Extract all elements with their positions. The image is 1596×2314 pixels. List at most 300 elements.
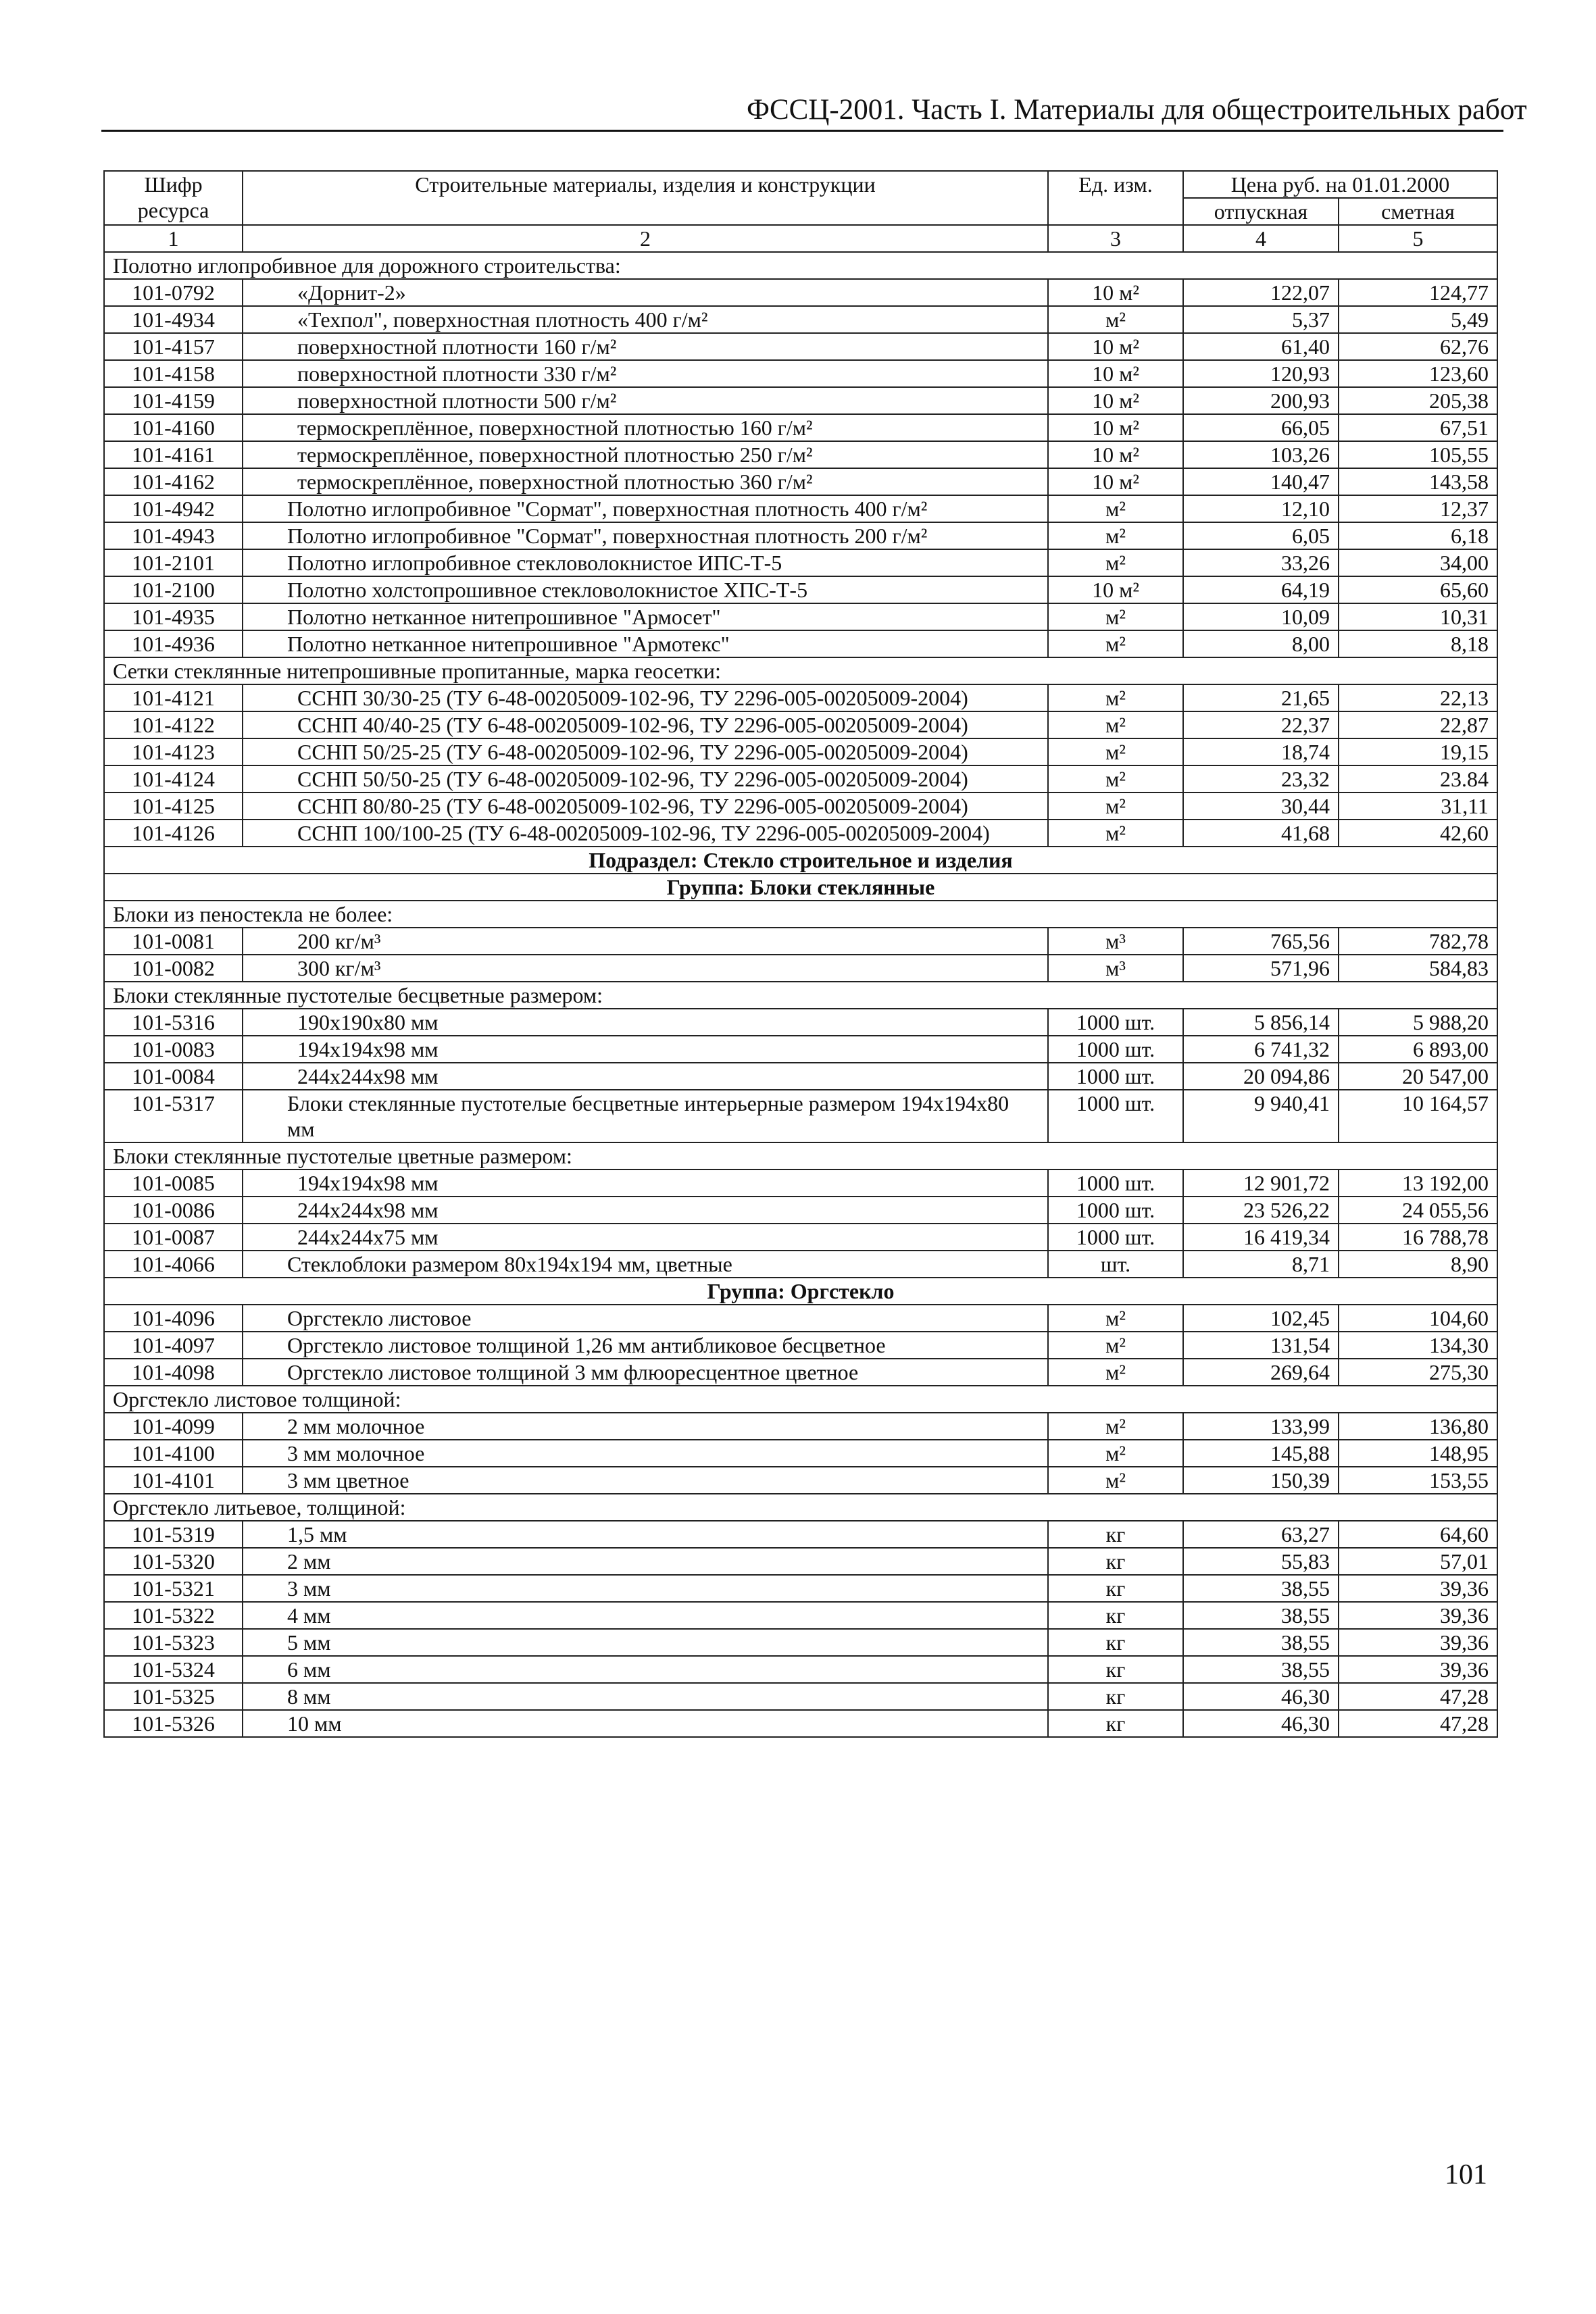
- estimate-price-cell: 39,36: [1339, 1575, 1497, 1602]
- col-header-estimate: сметная: [1339, 198, 1497, 225]
- material-name-cell: Полотно иглопробивное "Сормат", поверхностная плотность 200 г/м²: [243, 522, 1048, 549]
- unit-cell: кг: [1048, 1629, 1183, 1656]
- estimate-price-cell: 275,30: [1339, 1359, 1497, 1386]
- estimate-price-cell: 39,36: [1339, 1629, 1497, 1656]
- material-name-cell: ССНП 30/30-25 (ТУ 6-48-00205009-102-96, ТУ 2296-005-00205009-2004): [243, 684, 1048, 711]
- table-row: [104, 738, 1497, 765]
- unit-cell: м²: [1048, 1305, 1183, 1332]
- table-row: [104, 1413, 1497, 1440]
- material-name-cell: Оргстекло листовое толщиной 3 мм флюоресцентное цветное: [243, 1359, 1048, 1386]
- material-name-cell: 244х244х75 мм: [243, 1224, 1048, 1251]
- estimate-price-cell: 136,80: [1339, 1413, 1497, 1440]
- estimate-price-cell: 5 988,20: [1339, 1009, 1497, 1036]
- resource-code-cell: 101-4124: [104, 765, 243, 793]
- estimate-price-cell: 20 547,00: [1339, 1063, 1497, 1090]
- estimate-price-cell: 153,55: [1339, 1467, 1497, 1494]
- unit-cell: 10 м²: [1048, 414, 1183, 441]
- unit-cell: кг: [1048, 1602, 1183, 1629]
- unit-cell: м²: [1048, 306, 1183, 333]
- unit-cell: кг: [1048, 1521, 1183, 1548]
- material-name-cell: 190х190х80 мм: [243, 1009, 1048, 1036]
- unit-cell: 1000 шт.: [1048, 1169, 1183, 1197]
- col-number: 3: [1048, 225, 1183, 252]
- estimate-price-cell: 124,77: [1339, 279, 1497, 306]
- table-row: [104, 955, 1497, 982]
- estimate-price-cell: 105,55: [1339, 441, 1497, 468]
- resource-code-cell: 101-5321: [104, 1575, 243, 1602]
- table-row: [104, 1009, 1497, 1036]
- material-name-cell: 244х244х98 мм: [243, 1063, 1048, 1090]
- release-price-cell: 46,30: [1183, 1710, 1339, 1737]
- material-name-cell: 4 мм: [243, 1602, 1048, 1629]
- unit-cell: 1000 шт.: [1048, 1063, 1183, 1090]
- material-name-cell: Полотно холстопрошивное стекловолокнистое ХПС-Т-5: [243, 576, 1048, 603]
- section-heading: Блоки стеклянные пустотелые бесцветные размером:: [104, 982, 1497, 1009]
- material-name-cell: 300 кг/м³: [243, 955, 1048, 982]
- release-price-cell: 6,05: [1183, 522, 1339, 549]
- material-name-cell: термоскреплённое, поверхностной плотностью 250 г/м²: [243, 441, 1048, 468]
- material-name-cell: 1,5 мм: [243, 1521, 1048, 1548]
- table-row: [104, 1467, 1497, 1494]
- unit-cell: м²: [1048, 603, 1183, 630]
- section-heading: Сетки стеклянные нитепрошивные пропитанные, марка геосетки:: [104, 657, 1497, 684]
- estimate-price-cell: 39,36: [1339, 1656, 1497, 1683]
- release-price-cell: 8,00: [1183, 630, 1339, 657]
- resource-code-cell: 101-4097: [104, 1332, 243, 1359]
- table-row: [104, 414, 1497, 441]
- unit-cell: 10 м²: [1048, 279, 1183, 306]
- material-name-cell: 3 мм молочное: [243, 1440, 1048, 1467]
- unit-cell: м²: [1048, 684, 1183, 711]
- unit-cell: 1000 шт.: [1048, 1197, 1183, 1224]
- table-row: [104, 820, 1497, 847]
- unit-cell: м²: [1048, 738, 1183, 765]
- release-price-cell: 20 094,86: [1183, 1063, 1339, 1090]
- section-heading-row: [104, 252, 1497, 279]
- group-heading: Группа: Блоки стеклянные: [104, 874, 1497, 901]
- table-row: [104, 1224, 1497, 1251]
- group-heading-row: [104, 1278, 1497, 1305]
- release-price-cell: 33,26: [1183, 549, 1339, 576]
- estimate-price-cell: 205,38: [1339, 387, 1497, 414]
- resource-code-cell: 101-4935: [104, 603, 243, 630]
- unit-cell: м²: [1048, 495, 1183, 522]
- resource-code-cell: 101-5319: [104, 1521, 243, 1548]
- estimate-price-cell: 65,60: [1339, 576, 1497, 603]
- resource-code-cell: 101-4096: [104, 1305, 243, 1332]
- estimate-price-cell: 143,58: [1339, 468, 1497, 495]
- col-header-code: Шифр ресурса: [104, 171, 243, 225]
- release-price-cell: 12 901,72: [1183, 1169, 1339, 1197]
- estimate-price-cell: 67,51: [1339, 414, 1497, 441]
- table-row: [104, 1656, 1497, 1683]
- material-name-cell: 2 мм молочное: [243, 1413, 1048, 1440]
- release-price-cell: 23 526,22: [1183, 1197, 1339, 1224]
- estimate-price-cell: 8,90: [1339, 1251, 1497, 1278]
- release-price-cell: 6 741,32: [1183, 1036, 1339, 1063]
- resource-code-cell: 101-5322: [104, 1602, 243, 1629]
- resource-code-cell: 101-4123: [104, 738, 243, 765]
- release-price-cell: 18,74: [1183, 738, 1339, 765]
- resource-code-cell: 101-4066: [104, 1251, 243, 1278]
- material-name-cell: Полотно нетканное нитепрошивное "Армотекс": [243, 630, 1048, 657]
- material-name-cell: Оргстекло листовое толщиной 1,26 мм антибликовое бесцветное: [243, 1332, 1048, 1359]
- section-heading-row: [104, 1386, 1497, 1413]
- table-row: [104, 1548, 1497, 1575]
- release-price-cell: 5,37: [1183, 306, 1339, 333]
- section-heading-row: [104, 1494, 1497, 1521]
- material-name-cell: термоскреплённое, поверхностной плотностью 360 г/м²: [243, 468, 1048, 495]
- release-price-cell: 55,83: [1183, 1548, 1339, 1575]
- unit-cell: кг: [1048, 1548, 1183, 1575]
- resource-code-cell: 101-5320: [104, 1548, 243, 1575]
- col-number: 1: [104, 225, 243, 252]
- resource-code-cell: 101-4161: [104, 441, 243, 468]
- section-heading-row: [104, 982, 1497, 1009]
- release-price-cell: 120,93: [1183, 360, 1339, 387]
- unit-cell: 1000 шт.: [1048, 1090, 1183, 1142]
- material-name-cell: ССНП 80/80-25 (ТУ 6-48-00205009-102-96, ТУ 2296-005-00205009-2004): [243, 793, 1048, 820]
- section-heading-row: [104, 901, 1497, 928]
- resource-code-cell: 101-4098: [104, 1359, 243, 1386]
- estimate-price-cell: 19,15: [1339, 738, 1497, 765]
- resource-code-cell: 101-5317: [104, 1090, 243, 1142]
- resource-code-cell: 101-4943: [104, 522, 243, 549]
- table-row: [104, 1440, 1497, 1467]
- release-price-cell: 5 856,14: [1183, 1009, 1339, 1036]
- estimate-price-cell: 47,28: [1339, 1683, 1497, 1710]
- unit-cell: м²: [1048, 1467, 1183, 1494]
- resource-code-cell: 101-4159: [104, 387, 243, 414]
- unit-cell: шт.: [1048, 1251, 1183, 1278]
- resource-code-cell: 101-0081: [104, 928, 243, 955]
- unit-cell: 10 м²: [1048, 333, 1183, 360]
- estimate-price-cell: 10,31: [1339, 603, 1497, 630]
- resource-code-cell: 101-0082: [104, 955, 243, 982]
- estimate-price-cell: 12,37: [1339, 495, 1497, 522]
- release-price-cell: 145,88: [1183, 1440, 1339, 1467]
- release-price-cell: 150,39: [1183, 1467, 1339, 1494]
- subsection-heading: Подраздел: Стекло строительное и изделия: [104, 847, 1497, 874]
- unit-cell: 10 м²: [1048, 360, 1183, 387]
- unit-cell: м²: [1048, 793, 1183, 820]
- table-row: [104, 793, 1497, 820]
- release-price-cell: 41,68: [1183, 820, 1339, 847]
- estimate-price-cell: 34,00: [1339, 549, 1497, 576]
- material-name-cell: термоскреплённое, поверхностной плотностью 160 г/м²: [243, 414, 1048, 441]
- release-price-cell: 63,27: [1183, 1521, 1339, 1548]
- release-price-cell: 12,10: [1183, 495, 1339, 522]
- table-row: [104, 711, 1497, 738]
- unit-cell: кг: [1048, 1656, 1183, 1683]
- resource-code-cell: 101-4160: [104, 414, 243, 441]
- material-name-cell: 10 мм: [243, 1710, 1048, 1737]
- estimate-price-cell: 47,28: [1339, 1710, 1497, 1737]
- section-heading: Блоки стеклянные пустотелые цветные размером:: [104, 1142, 1497, 1169]
- table-row: [104, 1197, 1497, 1224]
- material-name-cell: ССНП 40/40-25 (ТУ 6-48-00205009-102-96, ТУ 2296-005-00205009-2004): [243, 711, 1048, 738]
- table-body: [104, 252, 1497, 1737]
- unit-cell: м²: [1048, 630, 1183, 657]
- unit-cell: 10 м²: [1048, 441, 1183, 468]
- estimate-price-cell: 782,78: [1339, 928, 1497, 955]
- release-price-cell: 38,55: [1183, 1629, 1339, 1656]
- resource-code-cell: 101-4158: [104, 360, 243, 387]
- estimate-price-cell: 16 788,78: [1339, 1224, 1497, 1251]
- table-row: [104, 1169, 1497, 1197]
- unit-cell: м²: [1048, 1359, 1183, 1386]
- subsection-heading-row: [104, 847, 1497, 874]
- table-row: [104, 684, 1497, 711]
- table-row: [104, 1359, 1497, 1386]
- resource-code-cell: 101-0792: [104, 279, 243, 306]
- resource-code-cell: 101-4122: [104, 711, 243, 738]
- release-price-cell: 16 419,34: [1183, 1224, 1339, 1251]
- table-row: [104, 495, 1497, 522]
- estimate-price-cell: 104,60: [1339, 1305, 1497, 1332]
- resource-code-cell: 101-4099: [104, 1413, 243, 1440]
- section-heading: Полотно иглопробивное для дорожного строительства:: [104, 252, 1497, 279]
- table-row: [104, 468, 1497, 495]
- release-price-cell: 765,56: [1183, 928, 1339, 955]
- header-rule: [101, 130, 1503, 132]
- unit-cell: м²: [1048, 522, 1183, 549]
- table-row: [104, 1575, 1497, 1602]
- unit-cell: кг: [1048, 1710, 1183, 1737]
- material-name-cell: 3 мм: [243, 1575, 1048, 1602]
- table-row: [104, 333, 1497, 360]
- resource-code-cell: 101-4100: [104, 1440, 243, 1467]
- material-name-cell: Полотно нетканное нитепрошивное "Армосет": [243, 603, 1048, 630]
- table-row: [104, 765, 1497, 793]
- running-header: ФССЦ-2001. Часть I. Материалы для общестроительных работ: [747, 94, 1527, 126]
- unit-cell: м³: [1048, 928, 1183, 955]
- estimate-price-cell: 39,36: [1339, 1602, 1497, 1629]
- release-price-cell: 571,96: [1183, 955, 1339, 982]
- release-price-cell: 61,40: [1183, 333, 1339, 360]
- material-name-cell: ССНП 100/100-25 (ТУ 6-48-00205009-102-96, ТУ 2296-005-00205009-2004): [243, 820, 1048, 847]
- section-heading-row: [104, 1142, 1497, 1169]
- estimate-price-cell: 31,11: [1339, 793, 1497, 820]
- estimate-price-cell: 8,18: [1339, 630, 1497, 657]
- table-row: [104, 1332, 1497, 1359]
- table-row: [104, 1305, 1497, 1332]
- table-row: [104, 1710, 1497, 1737]
- release-price-cell: 140,47: [1183, 468, 1339, 495]
- resource-code-cell: 101-4942: [104, 495, 243, 522]
- table-header-row: [104, 171, 1497, 198]
- material-name-cell: поверхностной плотности 160 г/м²: [243, 333, 1048, 360]
- table-row: [104, 279, 1497, 306]
- material-name-cell: Оргстекло листовое: [243, 1305, 1048, 1332]
- estimate-price-cell: 5,49: [1339, 306, 1497, 333]
- table-row: [104, 576, 1497, 603]
- unit-cell: 1000 шт.: [1048, 1036, 1183, 1063]
- resource-code-cell: 101-4126: [104, 820, 243, 847]
- table-row: [104, 360, 1497, 387]
- section-heading-row: [104, 657, 1497, 684]
- release-price-cell: 10,09: [1183, 603, 1339, 630]
- unit-cell: м²: [1048, 1440, 1183, 1467]
- table-row: [104, 1090, 1497, 1142]
- resource-code-cell: 101-4934: [104, 306, 243, 333]
- table-row: [104, 630, 1497, 657]
- column-number-row: [104, 225, 1497, 252]
- resource-code-cell: 101-4157: [104, 333, 243, 360]
- group-heading-row: [104, 874, 1497, 901]
- resource-code-cell: 101-2100: [104, 576, 243, 603]
- resource-code-cell: 101-0084: [104, 1063, 243, 1090]
- material-name-cell: 5 мм: [243, 1629, 1048, 1656]
- release-price-cell: 200,93: [1183, 387, 1339, 414]
- unit-cell: м³: [1048, 955, 1183, 982]
- unit-cell: 1000 шт.: [1048, 1224, 1183, 1251]
- material-name-cell: Полотно иглопробивное стекловолокнистое ИПС-Т-5: [243, 549, 1048, 576]
- estimate-price-cell: 6,18: [1339, 522, 1497, 549]
- release-price-cell: 269,64: [1183, 1359, 1339, 1386]
- resource-code-cell: 101-5324: [104, 1656, 243, 1683]
- unit-cell: 10 м²: [1048, 576, 1183, 603]
- table-row: [104, 306, 1497, 333]
- resource-code-cell: 101-4101: [104, 1467, 243, 1494]
- release-price-cell: 38,55: [1183, 1602, 1339, 1629]
- material-name-cell: 194х194х98 мм: [243, 1169, 1048, 1197]
- table-row: [104, 1629, 1497, 1656]
- resource-code-cell: 101-0087: [104, 1224, 243, 1251]
- resource-code-cell: 101-4121: [104, 684, 243, 711]
- release-price-cell: 23,32: [1183, 765, 1339, 793]
- release-price-cell: 22,37: [1183, 711, 1339, 738]
- material-name-cell: Стеклоблоки размером 80х194х194 мм, цветные: [243, 1251, 1048, 1278]
- table-row: [104, 1521, 1497, 1548]
- material-name-cell: «Техпол", поверхностная плотность 400 г/м²: [243, 306, 1048, 333]
- material-name-cell: 200 кг/м³: [243, 928, 1048, 955]
- table-row: [104, 387, 1497, 414]
- section-heading: Оргстекло литьевое, толщиной:: [104, 1494, 1497, 1521]
- table-row: [104, 1251, 1497, 1278]
- col-header-price: Цена руб. на 01.01.2000: [1183, 171, 1497, 198]
- unit-cell: кг: [1048, 1575, 1183, 1602]
- resource-code-cell: 101-2101: [104, 549, 243, 576]
- estimate-price-cell: 23.84: [1339, 765, 1497, 793]
- unit-cell: м²: [1048, 1332, 1183, 1359]
- material-name-cell: поверхностной плотности 500 г/м²: [243, 387, 1048, 414]
- unit-cell: 1000 шт.: [1048, 1009, 1183, 1036]
- material-name-cell: 2 мм: [243, 1548, 1048, 1575]
- release-price-cell: 9 940,41: [1183, 1090, 1339, 1142]
- material-name-cell: «Дорнит-2»: [243, 279, 1048, 306]
- col-number: 4: [1183, 225, 1339, 252]
- unit-cell: м²: [1048, 820, 1183, 847]
- col-number: 5: [1339, 225, 1497, 252]
- release-price-cell: 8,71: [1183, 1251, 1339, 1278]
- material-name-cell: 3 мм цветное: [243, 1467, 1048, 1494]
- material-name-cell: 6 мм: [243, 1656, 1048, 1683]
- release-price-cell: 30,44: [1183, 793, 1339, 820]
- estimate-price-cell: 64,60: [1339, 1521, 1497, 1548]
- release-price-cell: 64,19: [1183, 576, 1339, 603]
- material-name-cell: ССНП 50/25-25 (ТУ 6-48-00205009-102-96, ТУ 2296-005-00205009-2004): [243, 738, 1048, 765]
- section-heading: Блоки из пеностекла не более:: [104, 901, 1497, 928]
- material-name-cell: поверхностной плотности 330 г/м²: [243, 360, 1048, 387]
- table-row: [104, 441, 1497, 468]
- release-price-cell: 103,26: [1183, 441, 1339, 468]
- resource-code-cell: 101-4936: [104, 630, 243, 657]
- release-price-cell: 122,07: [1183, 279, 1339, 306]
- table-row: [104, 928, 1497, 955]
- estimate-price-cell: 42,60: [1339, 820, 1497, 847]
- material-name-cell: 194х194х98 мм: [243, 1036, 1048, 1063]
- unit-cell: м²: [1048, 711, 1183, 738]
- release-price-cell: 66,05: [1183, 414, 1339, 441]
- unit-cell: м²: [1048, 765, 1183, 793]
- material-name-cell: Блоки стеклянные пустотелые бесцветные интерьерные размером 194х194х80 мм: [243, 1090, 1048, 1142]
- page-number: 101: [1445, 2159, 1487, 2190]
- estimate-price-cell: 62,76: [1339, 333, 1497, 360]
- group-heading: Группа: Оргстекло: [104, 1278, 1497, 1305]
- material-name-cell: 8 мм: [243, 1683, 1048, 1710]
- price-table: [103, 170, 1498, 1738]
- unit-cell: кг: [1048, 1683, 1183, 1710]
- resource-code-cell: 101-4125: [104, 793, 243, 820]
- table-row: [104, 522, 1497, 549]
- estimate-price-cell: 123,60: [1339, 360, 1497, 387]
- table-row: [104, 1683, 1497, 1710]
- col-header-release: отпускная: [1183, 198, 1339, 225]
- estimate-price-cell: 13 192,00: [1339, 1169, 1497, 1197]
- unit-cell: 10 м²: [1048, 468, 1183, 495]
- unit-cell: м²: [1048, 1413, 1183, 1440]
- estimate-price-cell: 148,95: [1339, 1440, 1497, 1467]
- release-price-cell: 133,99: [1183, 1413, 1339, 1440]
- material-name-cell: ССНП 50/50-25 (ТУ 6-48-00205009-102-96, ТУ 2296-005-00205009-2004): [243, 765, 1048, 793]
- table-row: [104, 603, 1497, 630]
- resource-code-cell: 101-0083: [104, 1036, 243, 1063]
- unit-cell: м²: [1048, 549, 1183, 576]
- table-row: [104, 1602, 1497, 1629]
- resource-code-cell: 101-5326: [104, 1710, 243, 1737]
- table-row: [104, 1036, 1497, 1063]
- resource-code-cell: 101-5325: [104, 1683, 243, 1710]
- table-row: [104, 1063, 1497, 1090]
- estimate-price-cell: 57,01: [1339, 1548, 1497, 1575]
- section-heading: Оргстекло листовое толщиной:: [104, 1386, 1497, 1413]
- col-header-name: Строительные материалы, изделия и конструкции: [243, 171, 1048, 225]
- table-row: [104, 549, 1497, 576]
- resource-code-cell: 101-5323: [104, 1629, 243, 1656]
- estimate-price-cell: 6 893,00: [1339, 1036, 1497, 1063]
- release-price-cell: 21,65: [1183, 684, 1339, 711]
- estimate-price-cell: 22,13: [1339, 684, 1497, 711]
- col-header-unit: Ед. изм.: [1048, 171, 1183, 225]
- unit-cell: 10 м²: [1048, 387, 1183, 414]
- estimate-price-cell: 22,87: [1339, 711, 1497, 738]
- resource-code-cell: 101-0085: [104, 1169, 243, 1197]
- release-price-cell: 46,30: [1183, 1683, 1339, 1710]
- estimate-price-cell: 584,83: [1339, 955, 1497, 982]
- release-price-cell: 38,55: [1183, 1656, 1339, 1683]
- resource-code-cell: 101-5316: [104, 1009, 243, 1036]
- resource-code-cell: 101-0086: [104, 1197, 243, 1224]
- material-name-cell: Полотно иглопробивное "Сормат", поверхностная плотность 400 г/м²: [243, 495, 1048, 522]
- release-price-cell: 131,54: [1183, 1332, 1339, 1359]
- estimate-price-cell: 10 164,57: [1339, 1090, 1497, 1142]
- release-price-cell: 38,55: [1183, 1575, 1339, 1602]
- resource-code-cell: 101-4162: [104, 468, 243, 495]
- material-name-cell: 244х244х98 мм: [243, 1197, 1048, 1224]
- release-price-cell: 102,45: [1183, 1305, 1339, 1332]
- estimate-price-cell: 134,30: [1339, 1332, 1497, 1359]
